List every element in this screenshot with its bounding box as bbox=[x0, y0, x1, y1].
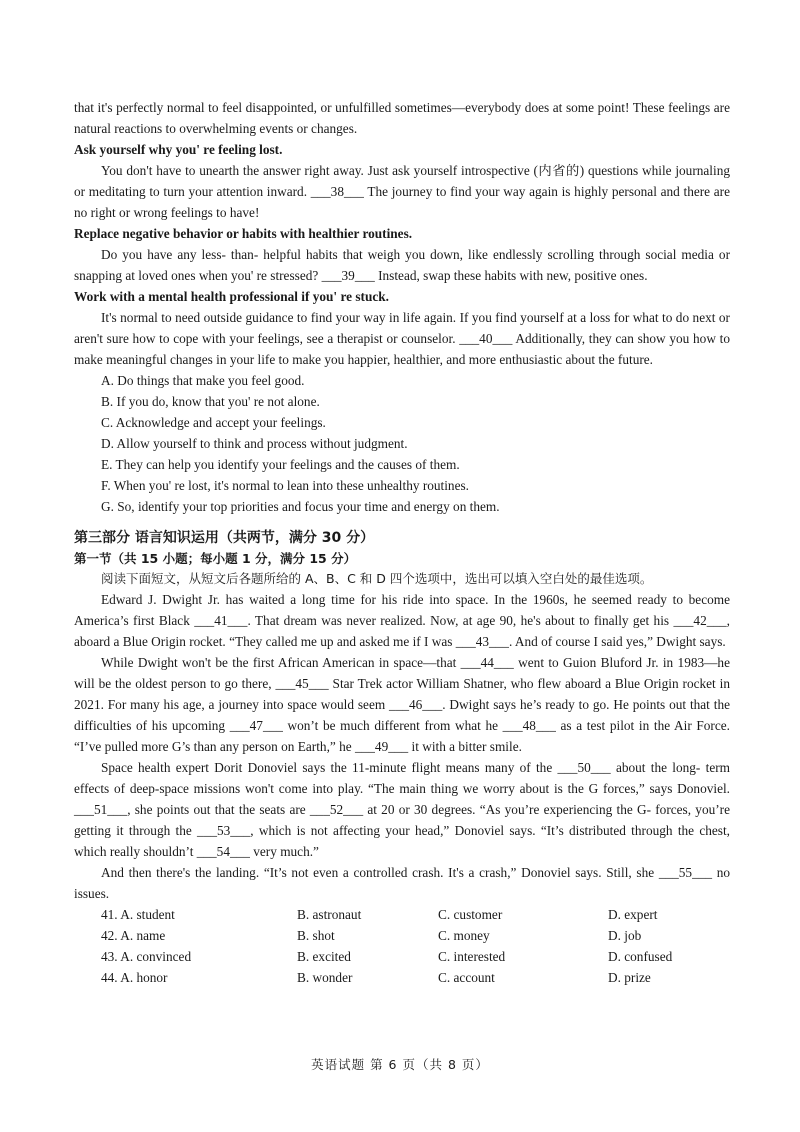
option-d: D. job bbox=[608, 928, 642, 943]
intro-paragraph: that it's perfectly normal to feel disappointed, or unfulfilled sometimes—everybody does at some point! These feelings are natural reactions to overwhelming events or changes. bbox=[74, 100, 730, 136]
question-row bbox=[74, 946, 730, 967]
question-row bbox=[74, 925, 730, 946]
cloze-paragraph-3: Space health expert Dorit Donoviel says the 11-minute flight means many of the ___50___ about the long- term effects of deep-space missions won't come into play. “The main thing we worry about is the G forces,” says Donoviel. ___51___, she points out that the seats are ___52___ at 20 or 30 degrees. “As you’re experiencing the G- forces, you’re getting it through the ___53___, which is not affecting your head,” Donoviel says. “It’s distributed through the chest, which really shouldn’t ___54___ very much.” bbox=[74, 760, 730, 859]
page-content bbox=[74, 97, 730, 988]
cloze-paragraph-2: While Dwight won't be the first African American in space—that ___44___ went to Guion Bluford Jr. in 1983—he will be the oldest person to go there, ___45___ Star Trek actor William Shatner, who flew aboard a Blue Origin rocket in 2021. For many his age, a journey into space would seem ___46___. Dwight says he’s ready to go. He points out that the difficulties of his upcoming ___47___ won’t be much different from what he ___48___ as a test pilot in the Air Force. “I’ve pulled more G’s than any person on Earth,” he ___49___ it with a bitter smile. bbox=[74, 655, 730, 754]
option-b: B. astronaut bbox=[297, 907, 362, 922]
section1-instruction: 阅读下面短文，从短文后各题所给的 A、B、C 和 D 四个选项中，选出可以填入空白处的最佳选项。 bbox=[101, 571, 653, 586]
option-a: 41. A. student bbox=[101, 907, 175, 922]
heading-ask-yourself: Ask yourself why you' re feeling lost. bbox=[74, 142, 283, 157]
option-a: 44. A. honor bbox=[101, 970, 168, 985]
question-row bbox=[74, 904, 730, 925]
option-d: D. expert bbox=[608, 907, 658, 922]
question-row bbox=[74, 967, 730, 988]
cloze-paragraph-4: And then there's the landing. “It’s not even a controlled crash. It's a crash,” Donoviel says. Still, she ___55___ no issues. bbox=[74, 865, 730, 901]
option-item: B. If you do, know that you' re not alone. bbox=[101, 394, 320, 409]
option-item: A. Do things that make you feel good. bbox=[101, 373, 305, 388]
part3-title: 第三部分 语言知识运用（共两节，满分 30 分） bbox=[74, 530, 375, 546]
option-a: 42. A. name bbox=[101, 928, 166, 943]
cloze-paragraph-1: Edward J. Dwight Jr. has waited a long time for his ride into space. In the 1960s, he seemed ready to become America’s first Black ___41___. That dream was never realized. Now, at age 90, he's about to finally get his ___42___, aboard a Blue Origin rocket. “They called me up and asked me if I was ___43___. And of course I said yes,” Dwight says. bbox=[74, 592, 730, 649]
question-options bbox=[74, 904, 730, 988]
option-c: C. customer bbox=[438, 907, 503, 922]
option-d: D. prize bbox=[608, 970, 651, 985]
option-c: C. interested bbox=[438, 949, 506, 964]
option-c: C. money bbox=[438, 928, 490, 943]
option-b: B. shot bbox=[297, 928, 335, 943]
option-item: E. They can help you identify your feelings and the causes of them. bbox=[101, 457, 460, 472]
option-b: B. excited bbox=[297, 949, 351, 964]
option-d: D. confused bbox=[608, 949, 673, 964]
paragraph-replace-behavior: Do you have any less- than- helpful habits that weigh you down, like endlessly scrolling through social media or snapping at loved ones when you' re stressed? ___39___ Instead, swap these habits with new, positive ones. bbox=[74, 247, 730, 283]
option-item: C. Acknowledge and accept your feelings. bbox=[101, 415, 326, 430]
reading-options-list bbox=[74, 370, 730, 517]
heading-mental-health: Work with a mental health professional if you' re stuck. bbox=[74, 289, 389, 304]
option-c: C. account bbox=[438, 970, 495, 985]
option-item: F. When you' re lost, it's normal to lean into these unhealthy routines. bbox=[101, 478, 469, 493]
option-a: 43. A. convinced bbox=[101, 949, 192, 964]
option-item: D. Allow yourself to think and process without judgment. bbox=[101, 436, 408, 451]
paragraph-ask-yourself: You don't have to unearth the answer right away. Just ask yourself introspective (内省的) questions while journaling or meditating to turn your attention inward. ___38___ The journey to find your way again is highly personal and there are no right or wrong feelings to have! bbox=[74, 163, 730, 220]
section1-title: 第一节（共 15 小题；每小题 1 分，满分 15 分） bbox=[74, 551, 357, 566]
paragraph-mental-health: It's normal to need outside guidance to find your way in life again. If you find yourself at a loss for what to do next or aren't sure how to cope with your feelings, see a therapist or counselor. ___40___ Additionally, they can show you how to make meaningful changes in your life to make you happier, healthier, and more enthusiastic about the future. bbox=[74, 310, 730, 367]
heading-replace-behavior: Replace negative behavior or habits with healthier routines. bbox=[74, 226, 413, 241]
option-item: G. So, identify your top priorities and focus your time and energy on them. bbox=[101, 499, 500, 514]
option-b: B. wonder bbox=[297, 970, 353, 985]
page-footer: 英语试题 第 6 页（共 8 页） bbox=[311, 1057, 489, 1072]
